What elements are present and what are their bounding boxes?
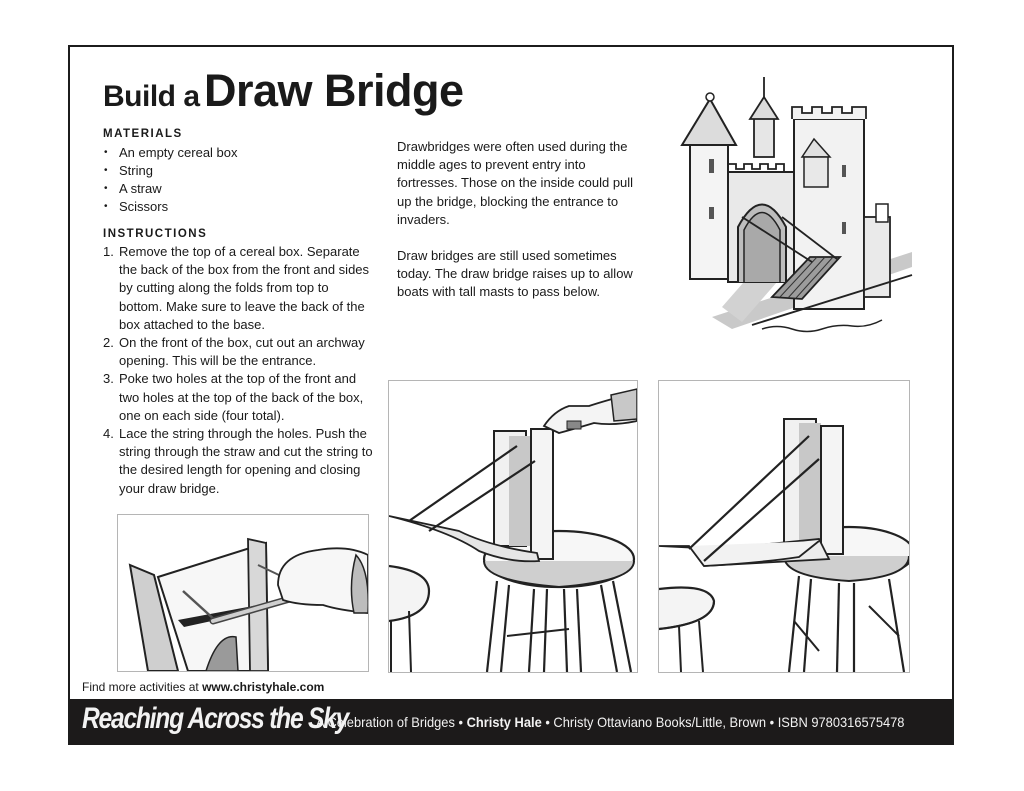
separator: • [458, 714, 463, 730]
bridge-raised-illustration [388, 380, 638, 673]
materials-heading: MATERIALS [103, 128, 183, 140]
book-publisher: Christy Ottaviano Books/Little, Brown [553, 714, 767, 730]
material-item: • A straw [103, 180, 238, 198]
bridge-lowered-illustration [658, 380, 910, 673]
instructions-list [103, 243, 373, 498]
step-text: Remove the top of a cereal box. Separate the back of the box from the front and sides by cutting along the folds from top to bottom. Make sure to leave the back of the box attached to the base. [119, 244, 370, 332]
step-text: Lace the string through the holes. Push the string through the straw and cut the string to the desired length for opening and closing your draw bridge. [119, 426, 373, 496]
book-isbn: ISBN 9780316575478 [777, 714, 905, 730]
step-number: 4. [103, 426, 114, 442]
description-paragraph: Drawbridges were often used during the middle ages to prevent entry into fortresses. Those on the inside could pull up the bridge, blocking the entrance to invaders. [397, 139, 634, 227]
book-subtitle: A Celebration of Bridges [316, 714, 455, 730]
material-item: • An empty cereal box [103, 144, 238, 162]
step-text: On the front of the box, cut out an archway opening. This will be the entrance. [119, 335, 365, 369]
website-link[interactable]: www.christyhale.com [202, 680, 325, 694]
title-prefix: Build a [103, 80, 200, 113]
material-item: • String [103, 162, 238, 180]
straw-step-illustration [117, 514, 369, 672]
step-text: Poke two holes at the top of the front and two holes at the top of the back of the box, one on each side (four total). [119, 371, 364, 423]
book-info [316, 714, 904, 730]
materials-list [103, 144, 238, 216]
page-title [103, 65, 464, 117]
footer-link-prefix: Find more activities at [82, 680, 199, 694]
step-number: 2. [103, 335, 114, 351]
book-title: Reaching Across the Sky [82, 702, 349, 735]
material-item: • Scissors [103, 198, 238, 216]
instruction-step [103, 334, 373, 370]
instruction-step [103, 370, 373, 425]
book-author: Christy Hale [466, 714, 542, 730]
instructions-heading: INSTRUCTIONS [103, 228, 208, 240]
castle-illustration [662, 67, 932, 357]
book-banner [70, 699, 952, 745]
separator: • [545, 714, 550, 730]
instruction-step [103, 243, 373, 334]
step-number: 1. [103, 244, 114, 259]
activity-page [68, 45, 954, 745]
instruction-step [103, 425, 373, 498]
description-paragraph: Draw bridges are still used sometimes today. The draw bridge raises up to allow boats with tall masts to pass below. [397, 248, 633, 300]
footer-link-text [82, 680, 324, 694]
separator: • [769, 714, 775, 730]
title-main: Draw Bridge [203, 65, 464, 116]
step-number: 3. [103, 371, 114, 387]
